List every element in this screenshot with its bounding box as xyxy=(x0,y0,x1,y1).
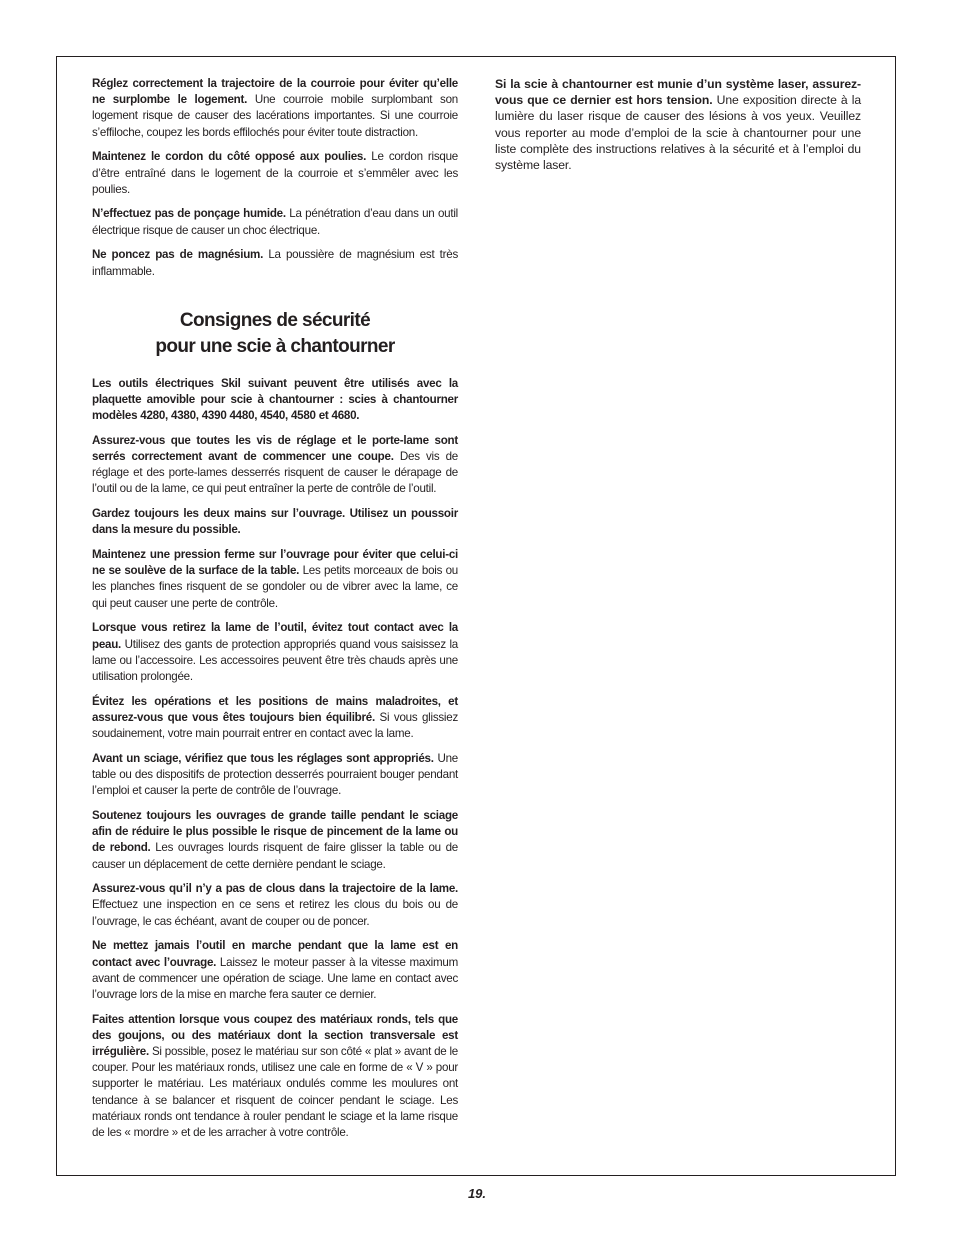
paragraph: Avant un sciage, vérifiez que tous les réglages sont appropriés. Une table ou des dispositifs de protection desserrés pourraient bouger pendant l’emploi et causer la perte de contrôle de l’ouvrage. xyxy=(92,751,458,798)
paragraph: Évitez les opérations et les positions de mains maladroites, et assurez-vous que vous êtes toujours bien équilibré. Si vous glissiez soudainement, votre main pourrait entrer en contact avec la lame. xyxy=(92,694,459,741)
paragraph: Ne mettez jamais l’outil en marche pendant que la lame est en contact avec l’ouvrage. Laissez le moteur passer à la vitesse maximum avant de commencer une opération de sciage. Une lame en contact avec l’ouvrage lors de la mise en marche fera sauter ce dernier. xyxy=(92,939,458,1001)
paragraph: N’effectuez pas de ponçage humide. La pénétration d’eau dans un outil électrique risque de causer un choc électrique. xyxy=(92,207,458,237)
paragraph: Gardez toujours les deux mains sur l’ouvrage. Utilisez un poussoir dans la mesure du possible. xyxy=(92,507,458,537)
section-heading-line: Consignes de sécurité xyxy=(179,309,371,331)
paragraph: Assurez-vous que toutes les vis de réglage et le porte-lame sont serrés correctement avant de commencer une coupe. Des vis de réglage et des porte-lames desserrés risquent de causer le dérapage de l’outil ou de la lame, ce qui peut entraîner la perte de contrôle de l’outil. xyxy=(92,433,458,496)
section-heading-line: pour une scie à chantourner xyxy=(155,335,395,357)
paragraph: Si la scie à chantourner est munie d’un système laser, assurez-vous que ce dernier est hors tension. Une exposition directe à la lumière du laser risque de causer des lésions à vos yeux. Veuillez vous reporter au mode d’emploi de la scie à chantourner pour une liste complète des instructions relatives à la sécurité et à l’emploi du système laser. xyxy=(495,77,861,173)
paragraph: Assurez-vous qu’il n’y a pas de clous dans la trajectoire de la lame. Effectuez une inspection en ce sens et retirez les clous du bois ou de l’ouvrage, le cas échéant, avant de couper ou de poncer. xyxy=(92,882,458,928)
paragraph: Réglez correctement la trajectoire de la courroie pour éviter qu’elle ne surplombe le logement. Une courroie mobile surplombant son logement risque de causer des lacérations importantes. Si une courroie s’effiloche, coupez les bords effilochés pour éviter toute distraction. xyxy=(92,77,459,139)
page-number: 19. xyxy=(467,1186,487,1201)
section-heading xyxy=(92,308,458,360)
paragraph: Ne poncez pas de magnésium. La poussière de magnésium est très inflammable. xyxy=(92,248,458,278)
paragraph: Maintenez le cordon du côté opposé aux poulies. Le cordon risque d’être entraîné dans le logement de la courroie et s’emmêler avec les poulies. xyxy=(92,150,458,196)
paragraph: Lorsque vous retirez la lame de l’outil, évitez tout contact avec la peau. Utilisez des gants de protection appropriés quand vous saisissez la lame ou l’accessoire. Les accessoires peuvent être très chauds après une utilisation prolongée. xyxy=(92,621,458,683)
right-column xyxy=(495,76,861,182)
paragraph: Maintenez une pression ferme sur l’ouvrage pour éviter que celui-ci ne se soulève de la surface de la table. Les petits morceaux de bois ou les planches fines risquent de se gondoler ou de vibrer avec la lame, ce qui peut causer une perte de contrôle. xyxy=(92,548,458,610)
left-column xyxy=(92,76,458,1150)
paragraph: Faites attention lorsque vous coupez des matériaux ronds, tels que des goujons, ou des matériaux dont la section transversale est irrégulière. Si possible, posez le matériau sur son côté « plat » avant de le couper. Pour les matériaux ronds, utilisez une cale en forme de « V » pour supporter le matériau. Les matériaux ondulés comme les moulures ont tendance à se balancer et risquent de coincer pendant le sciage. Les matériaux ronds ont tendance à rouler pendant le sciage et la lame risque de les « mordre » et de les arracher à votre contrôle. xyxy=(92,1012,458,1140)
paragraph: Les outils électriques Skil suivant peuvent être utilisés avec la plaquette amovible pour scie à chantourner : scies à chantourner modèles 4280, 4380, 4390 4480, 4540, 4580 et 4680. xyxy=(92,376,458,423)
paragraph: Soutenez toujours les ouvrages de grande taille pendant le sciage afin de réduire le plus possible le risque de pincement de la lame ou de rebond. Les ouvrages lourds risquent de faire glisser la table ou de causer un déplacement de cette dernière pendant le sciage. xyxy=(92,808,458,871)
